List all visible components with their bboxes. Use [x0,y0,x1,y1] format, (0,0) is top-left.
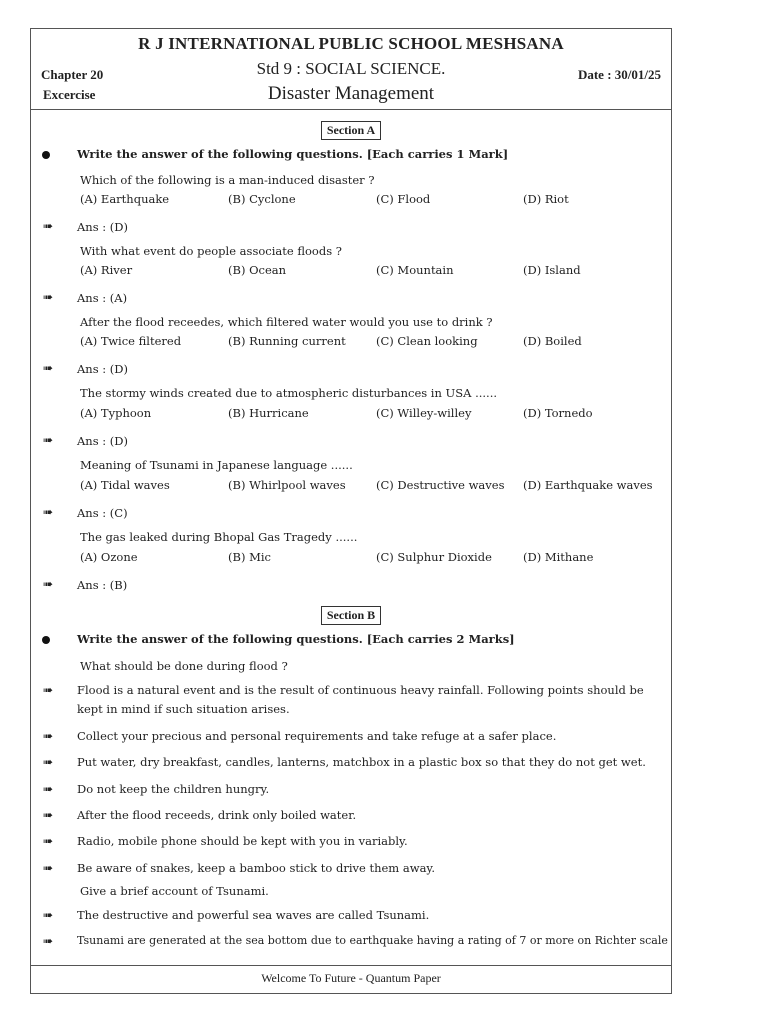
arrow-right-icon: ➠ [43,290,54,304]
answer: Ans : (C) [77,506,128,520]
option: (B) Ocean [228,263,287,277]
answer-point: Do not keep the children hungry. [77,782,270,796]
option: (D) Island [523,263,581,277]
answer-point: Radio, mobile phone should be kept with you in variably. [77,834,408,848]
standard-subject: Std 9 : SOCIAL SCIENCE. [256,59,446,78]
option: (B) Mic [228,550,271,564]
option: (B) Whirlpool waves [228,478,346,492]
option: (A) Twice filtered [80,334,182,348]
arrow-right-icon: ➠ [43,505,54,519]
answer-point: Put water, dry breakfast, candles, lanterns, matchbox in a plastic box so that they do not get wet. [77,755,646,769]
answer-point: Be aware of snakes, keep a bamboo stick to drive them away. [77,861,436,875]
arrow-right-icon: ➠ [43,755,54,769]
answer-point: Tsunami are generated at the sea bottom due to earthquake having a rating of 7 or more on Richter scale [77,934,668,947]
question-text: After the flood receedes, which filtered water would you use to drink ? [80,315,493,329]
answer: Ans : (D) [77,362,128,376]
option: (C) Mountain [376,263,454,277]
option: (C) Clean looking [376,334,478,348]
answer-point: After the flood receeds, drink only boiled water. [77,808,357,822]
section-b-heading: Section B [31,604,671,625]
question-text: Meaning of Tsunami in Japanese language ...... [80,458,353,472]
question-text: The stormy winds created due to atmospheric disturbances in USA ...... [80,386,498,400]
school-name: R J INTERNATIONAL PUBLIC SCHOOL MESHSANA [138,34,564,53]
header-divider [31,109,671,110]
arrow-right-icon: ➠ [43,729,54,743]
answer-point: Collect your precious and personal requirements and take refuge at a safer place. [77,729,557,743]
section-a-heading: Section A [31,119,671,140]
option: (A) River [80,263,133,277]
option: (B) Running current [228,334,346,348]
answer-point: Flood is a natural event and is the result of continuous heavy rainfall. Following points should be kept in mind if such situation arises. [77,683,644,716]
arrow-right-icon: ➠ [43,834,54,848]
answer: Ans : (D) [77,220,128,234]
arrow-right-icon: ➠ [43,861,54,875]
arrow-right-icon: ➠ [43,908,54,922]
answer: Ans : (D) [77,434,128,448]
option: (A) Typhoon [80,406,152,420]
option: (C) Flood [376,192,431,206]
option: (D) Tornedo [523,406,593,420]
question-text: With what event do people associate floods ? [80,244,342,258]
arrow-right-icon: ➠ [43,219,54,233]
arrow-right-icon: ➠ [43,433,54,447]
answer: Ans : (A) [77,291,128,305]
option: (B) Cyclone [228,192,296,206]
arrow-right-icon: ➠ [43,782,54,796]
footer-divider [31,965,671,966]
option: (D) Mithane [523,550,594,564]
option: (C) Destructive waves [376,478,505,492]
answer-point: The destructive and powerful sea waves are called Tsunami. [77,908,430,922]
exam-date: Date : 30/01/25 [577,67,661,82]
arrow-right-icon: ➠ [43,934,54,948]
question-text: The gas leaked during Bhopal Gas Tragedy ...... [80,530,358,544]
option: (D) Riot [523,192,569,206]
option: (A) Tidal waves [80,478,170,492]
chapter-title: Disaster Management [267,83,435,104]
option: (A) Ozone [80,550,138,564]
arrow-right-icon: ➠ [43,361,54,375]
option: (C) Willey-willey [376,406,472,420]
question-text: Give a brief account of Tsunami. [80,884,269,898]
footer-text: Welcome To Future - Quantum Paper [261,971,441,985]
option: (B) Hurricane [228,406,309,420]
option: (A) Earthquake [80,192,170,206]
bullet-icon [42,636,50,644]
arrow-right-icon: ➠ [43,683,54,697]
section-a-instruction: Write the answer of the following questions. [Each carries 1 Mark] [77,147,509,161]
answer: Ans : (B) [77,578,128,592]
option: (D) Earthquake waves [523,478,653,492]
question-text: What should be done during flood ? [80,659,288,673]
option: (C) Sulphur Dioxide [376,550,492,564]
option: (D) Boiled [523,334,582,348]
bullet-icon [42,151,50,159]
exam-page [30,28,672,994]
exercise-label: Excercise [43,87,96,102]
arrow-right-icon: ➠ [43,808,54,822]
chapter-number: Chapter 20 [41,67,104,82]
question-text: Which of the following is a man-induced disaster ? [80,173,375,187]
section-b-instruction: Write the answer of the following questions. [Each carries 2 Marks] [77,632,515,646]
arrow-right-icon: ➠ [43,577,54,591]
